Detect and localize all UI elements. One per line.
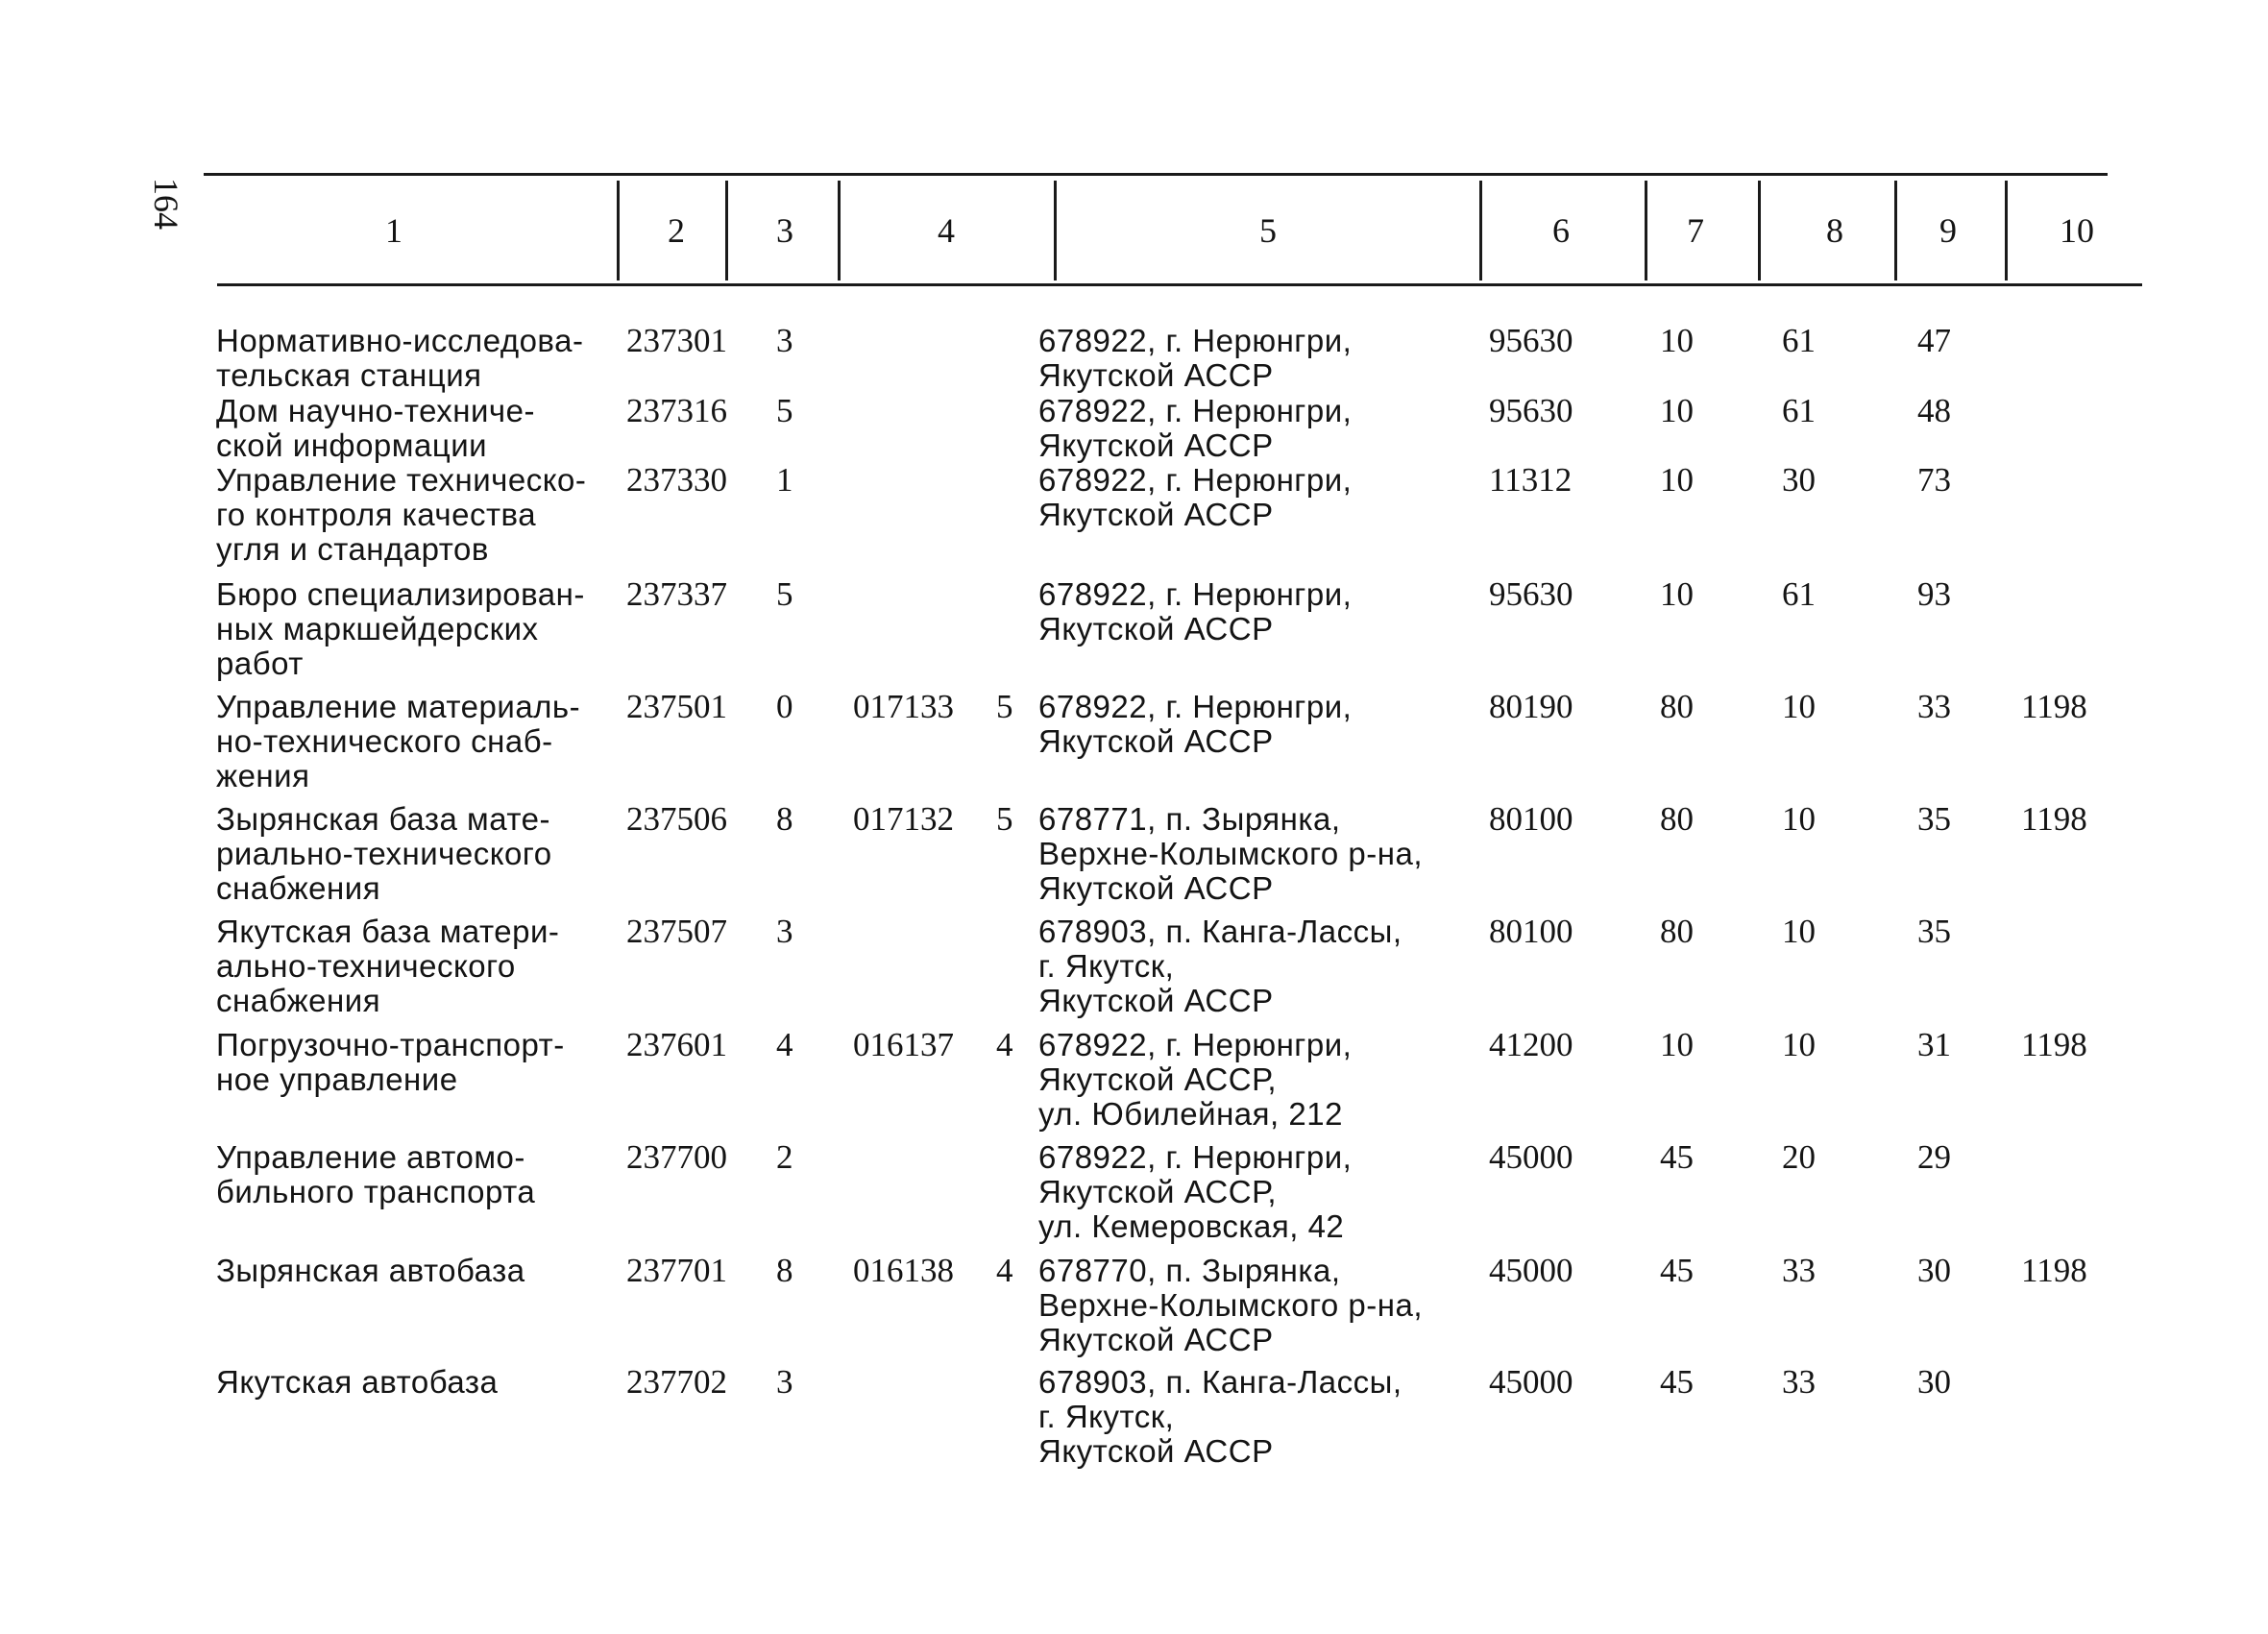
check-digit-cell: 3	[776, 322, 793, 359]
check-digit-cell: 8	[776, 1252, 793, 1289]
column-6-cell: 95630	[1489, 392, 1573, 429]
address-cell: 678922, г. Нерюнгри, Якутской АССР, ул. Юбилейная, 212	[1038, 1027, 1353, 1132]
column-9-cell: 33	[1917, 688, 1951, 725]
column-7-cell: 45	[1660, 1138, 1694, 1176]
code-cell: 237506	[626, 800, 727, 838]
column-10-cell: 1198	[2021, 1252, 2087, 1289]
column-8-cell: 30	[1782, 461, 1816, 499]
check-digit-cell: 4	[776, 1026, 793, 1063]
column-9-cell: 35	[1917, 913, 1951, 950]
header-column-separator	[1758, 181, 1761, 280]
column-8-cell: 61	[1782, 575, 1816, 613]
column-6-cell: 41200	[1489, 1026, 1573, 1063]
check-digit-cell: 3	[776, 1363, 793, 1401]
column-header-6: 6	[1552, 211, 1570, 250]
column-header-1: 1	[385, 211, 402, 250]
column-8-cell: 33	[1782, 1363, 1816, 1401]
column-7-cell: 45	[1660, 1252, 1694, 1289]
column-9-cell: 47	[1917, 322, 1951, 359]
organization-name-cell: Зырянская база мате- риально-технического снабжения	[216, 801, 552, 906]
check-digit-cell: 1	[776, 461, 793, 499]
column-7-cell: 10	[1660, 322, 1694, 359]
code-cell: 237700	[626, 1138, 727, 1176]
column-header-8: 8	[1826, 211, 1843, 250]
organization-name-cell: Управление техническо- го контроля качества угля и стандартов	[216, 462, 587, 567]
column-10-cell: 1198	[2021, 800, 2087, 838]
organization-name-cell: Бюро специализирован- ных маркшейдерских работ	[216, 576, 585, 681]
header-column-separator	[1054, 181, 1057, 280]
organization-name-cell: Погрузочно-транспорт- ное управление	[216, 1027, 565, 1097]
header-column-separator	[2005, 181, 2008, 280]
column-8-cell: 10	[1782, 688, 1816, 725]
column-4-digit-cell: 5	[996, 800, 1013, 838]
header-column-separator	[1894, 181, 1897, 280]
code-cell: 237301	[626, 322, 727, 359]
column-10-cell: 1198	[2021, 688, 2087, 725]
column-8-cell: 10	[1782, 1026, 1816, 1063]
column-10-cell: 1198	[2021, 1026, 2087, 1063]
address-cell: 678922, г. Нерюнгри, Якутской АССР	[1038, 323, 1353, 393]
organization-name-cell: Управление автомо- бильного транспорта	[216, 1139, 536, 1209]
column-9-cell: 31	[1917, 1026, 1951, 1063]
column-8-cell: 61	[1782, 392, 1816, 429]
code-cell: 237507	[626, 913, 727, 950]
address-cell: 678903, п. Канга-Лассы, г. Якутск, Якутской АССР	[1038, 914, 1402, 1018]
column-7-cell: 10	[1660, 575, 1694, 613]
column-header-5: 5	[1259, 211, 1277, 250]
organization-name-cell: Зырянская автобаза	[216, 1253, 525, 1288]
column-9-cell: 30	[1917, 1363, 1951, 1401]
check-digit-cell: 0	[776, 688, 793, 725]
address-cell: 678922, г. Нерюнгри, Якутской АССР, ул. Кемеровская, 42	[1038, 1139, 1353, 1244]
column-7-cell: 80	[1660, 688, 1694, 725]
address-cell: 678771, п. Зырянка, Верхне-Колымского р-на, Якутской АССР	[1038, 801, 1424, 906]
column-4-digit-cell: 5	[996, 688, 1013, 725]
column-4-code-cell: 016137	[853, 1026, 954, 1063]
column-9-cell: 48	[1917, 392, 1951, 429]
column-7-cell: 10	[1660, 1026, 1694, 1063]
check-digit-cell: 2	[776, 1138, 793, 1176]
address-cell: 678770, п. Зырянка, Верхне-Колымского р-на, Якутской АССР	[1038, 1253, 1424, 1357]
column-7-cell: 10	[1660, 461, 1694, 499]
column-4-digit-cell: 4	[996, 1252, 1013, 1289]
organization-name-cell: Якутская автобаза	[216, 1364, 499, 1400]
column-9-cell: 30	[1917, 1252, 1951, 1289]
organization-name-cell: Нормативно-исследова- тельская станция	[216, 323, 584, 393]
header-column-separator	[617, 181, 620, 280]
column-9-cell: 73	[1917, 461, 1951, 499]
table-top-rule	[204, 173, 2108, 176]
code-cell: 237330	[626, 461, 727, 499]
address-cell: 678922, г. Нерюнгри, Якутской АССР	[1038, 576, 1353, 646]
organization-name-cell: Управление материаль- но-технического снаб- жения	[216, 689, 581, 793]
column-6-cell: 80190	[1489, 688, 1573, 725]
column-8-cell: 33	[1782, 1252, 1816, 1289]
column-6-cell: 80100	[1489, 913, 1573, 950]
column-8-cell: 10	[1782, 913, 1816, 950]
column-6-cell: 45000	[1489, 1138, 1573, 1176]
column-6-cell: 45000	[1489, 1252, 1573, 1289]
code-cell: 237601	[626, 1026, 727, 1063]
column-7-cell: 45	[1660, 1363, 1694, 1401]
check-digit-cell: 3	[776, 913, 793, 950]
address-cell: 678922, г. Нерюнгри, Якутской АССР	[1038, 689, 1353, 759]
check-digit-cell: 8	[776, 800, 793, 838]
header-column-separator	[838, 181, 841, 280]
address-cell: 678922, г. Нерюнгри, Якутской АССР	[1038, 393, 1353, 463]
organization-name-cell: Дом научно-техниче- ской информации	[216, 393, 535, 463]
column-header-7: 7	[1687, 211, 1704, 250]
column-8-cell: 10	[1782, 800, 1816, 838]
column-header-3: 3	[776, 211, 793, 250]
header-column-separator	[1479, 181, 1482, 280]
column-8-cell: 20	[1782, 1138, 1816, 1176]
organization-name-cell: Якутская база матери- ально-технического снабжения	[216, 914, 560, 1018]
code-cell: 237701	[626, 1252, 727, 1289]
column-9-cell: 35	[1917, 800, 1951, 838]
column-header-2: 2	[668, 211, 685, 250]
column-6-cell: 80100	[1489, 800, 1573, 838]
column-7-cell: 80	[1660, 800, 1694, 838]
page-number: 164	[147, 178, 185, 230]
column-7-cell: 10	[1660, 392, 1694, 429]
code-cell: 237337	[626, 575, 727, 613]
code-cell: 237316	[626, 392, 727, 429]
column-9-cell: 29	[1917, 1138, 1951, 1176]
column-6-cell: 95630	[1489, 322, 1573, 359]
column-6-cell: 95630	[1489, 575, 1573, 613]
column-4-code-cell: 016138	[853, 1252, 954, 1289]
address-cell: 678903, п. Канга-Лассы, г. Якутск, Якутской АССР	[1038, 1364, 1402, 1469]
column-header-4: 4	[938, 211, 955, 250]
header-column-separator	[1645, 181, 1647, 280]
column-4-code-cell: 017133	[853, 688, 954, 725]
column-header-10: 10	[2060, 211, 2094, 250]
column-4-code-cell: 017132	[853, 800, 954, 838]
column-6-cell: 45000	[1489, 1363, 1573, 1401]
column-4-digit-cell: 4	[996, 1026, 1013, 1063]
column-9-cell: 93	[1917, 575, 1951, 613]
code-cell: 237501	[626, 688, 727, 725]
check-digit-cell: 5	[776, 392, 793, 429]
header-column-separator	[725, 181, 728, 280]
check-digit-cell: 5	[776, 575, 793, 613]
column-7-cell: 80	[1660, 913, 1694, 950]
column-8-cell: 61	[1782, 322, 1816, 359]
column-6-cell: 11312	[1489, 461, 1573, 499]
column-header-9: 9	[1939, 211, 1957, 250]
table-header-bottom-rule	[217, 283, 2142, 286]
code-cell: 237702	[626, 1363, 727, 1401]
address-cell: 678922, г. Нерюнгри, Якутской АССР	[1038, 462, 1353, 532]
